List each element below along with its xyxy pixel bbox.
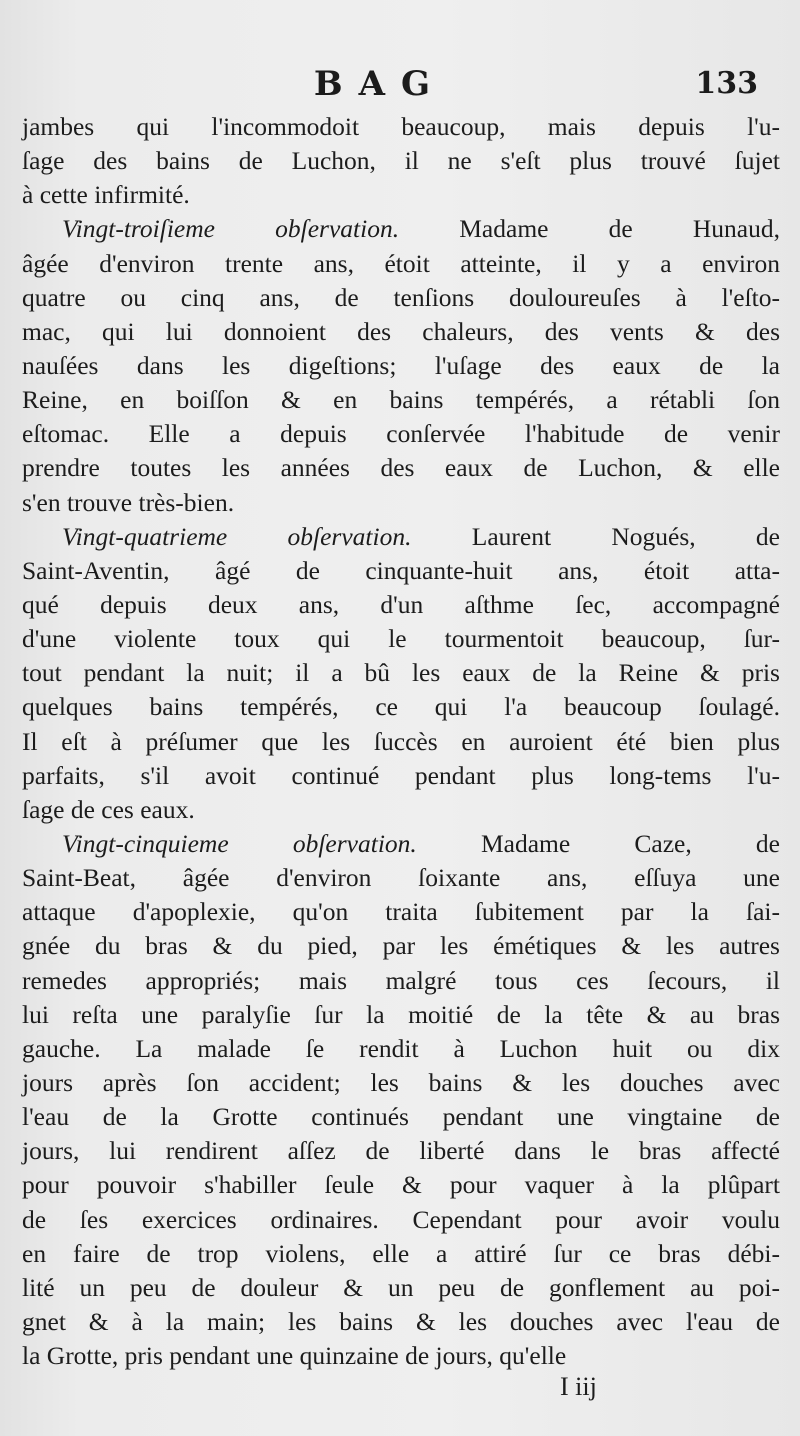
text-line xyxy=(22,895,780,929)
text-line xyxy=(22,383,780,417)
line-text: gnet & à la main; les bains & les douches avec l'eau de xyxy=(22,1306,780,1336)
page-header xyxy=(0,58,800,114)
line-text: nauſées dans les digeſtions; l'uſage des eaux de la xyxy=(22,350,780,380)
line-text: jours, lui rendirent aſſez de liberté dans le bras affecté xyxy=(22,1136,780,1166)
text-line xyxy=(22,759,780,793)
line-text: âgée d'environ trente ans, étoit atteinte, il y a environ xyxy=(22,248,780,278)
line-text: d'une violente toux qui le tourmentoit beaucoup, ſur- xyxy=(22,624,780,654)
line-text: quatre ou cinq ans, de tenſions douloureuſes à l'eſto- xyxy=(22,282,780,312)
line-text: l'eau de la Grotte continués pendant une vingtaine de xyxy=(22,1102,780,1132)
text-line xyxy=(22,417,780,451)
text-line xyxy=(22,827,780,861)
line-text: pour pouvoir s'habiller ſeule & pour vaquer à la plûpart xyxy=(22,1170,780,1200)
observation-title: Vingt-cinquieme obſervation. xyxy=(62,828,417,858)
text-line xyxy=(22,1066,780,1100)
body-text xyxy=(22,110,780,1373)
line-text: lui reſta une paralyſie ſur la moitié de la tête & au bras xyxy=(22,999,780,1029)
text-line xyxy=(22,554,780,588)
text-line xyxy=(22,1203,780,1237)
text-line xyxy=(22,861,780,895)
line-text: qué depuis deux ans, d'un aſthme ſec, accompagné xyxy=(22,589,780,619)
paragraph xyxy=(22,827,780,1373)
text-line xyxy=(22,1305,780,1339)
text-line xyxy=(22,110,780,144)
signature-mark: I iij xyxy=(560,1372,597,1401)
text-line xyxy=(22,929,780,963)
line-text: de ſes exercices ordinaires. Cependant pour avoir voulu xyxy=(22,1204,780,1234)
line-text: Reine, en boiſſon & en bains tempérés, a rétabli ſon xyxy=(22,385,780,415)
text-line xyxy=(22,998,780,1032)
line-text: ſage des bains de Luchon, il ne s'eſt plus trouvé ſujet xyxy=(22,146,780,176)
text-line xyxy=(22,964,780,998)
observation-title: Vingt-quatrieme obſervation. xyxy=(62,521,412,551)
text-line xyxy=(22,1237,780,1271)
text-line xyxy=(22,1271,780,1305)
line-text: s'en trouve très-bien. xyxy=(22,487,235,517)
line-text: gnée du bras & du pied, par les émétiques & les autres xyxy=(22,931,780,961)
paragraph xyxy=(22,520,780,827)
line-text: attaque d'apoplexie, qu'on traita ſubitement par la ſai- xyxy=(22,897,780,927)
line-text: eſtomac. Elle a depuis conſervée l'habitude de venir xyxy=(22,419,780,449)
text-line xyxy=(22,212,780,246)
text-line xyxy=(22,656,780,690)
line-text: mac, qui lui donnoient des chaleurs, des vents & des xyxy=(22,316,780,346)
line-text: prendre toutes les années des eaux de Luchon, & elle xyxy=(22,453,780,483)
text-line xyxy=(22,1134,780,1168)
running-head: BAG xyxy=(313,64,447,104)
line-text: jours après ſon accident; les bains & les douches avec xyxy=(22,1067,780,1097)
text-line xyxy=(22,1100,780,1134)
line-text: jambes qui l'incommodoit beaucoup, mais depuis l'u- xyxy=(22,112,780,141)
text-line xyxy=(22,349,780,383)
observation-title: Vingt-troiſieme obſervation. xyxy=(62,214,400,244)
line-text: Saint-Beat, âgée d'environ ſoixante ans, eſſuya une xyxy=(22,863,780,893)
text-line xyxy=(22,1168,780,1202)
text-line xyxy=(22,281,780,315)
text-line xyxy=(22,247,780,281)
text-line xyxy=(22,793,780,827)
line-text: Saint-Aventin, âgé de cinquante-huit ans, étoit atta- xyxy=(22,555,780,585)
line-text: en faire de trop violens, elle a attiré ſur ce bras débi- xyxy=(22,1238,780,1268)
line-text: remedes appropriés; mais malgré tous ces ſecours, il xyxy=(22,965,780,995)
page-number: 133 xyxy=(695,66,758,101)
text-line xyxy=(22,1339,780,1373)
paragraph xyxy=(22,110,780,212)
line-text: lité un peu de douleur & un peu de gonflement au poi- xyxy=(22,1272,780,1302)
line-text: la Grotte, pris pendant une quinzaine de jours, qu'elle xyxy=(22,1341,567,1371)
text-line xyxy=(22,690,780,724)
text-line xyxy=(22,451,780,485)
text-line xyxy=(22,486,780,520)
paragraph xyxy=(22,212,780,519)
text-line xyxy=(22,144,780,178)
line-text: Il eſt à préſumer que les ſuccès en auroient été bien plus xyxy=(22,726,780,756)
line-text: tout pendant la nuit; il a bû les eaux de la Reine & pris xyxy=(22,658,780,688)
line-text: quelques bains tempérés, ce qui l'a beaucoup ſoulagé. xyxy=(22,692,780,722)
text-line xyxy=(22,588,780,622)
line-text: Madame Caze, de xyxy=(416,828,780,858)
text-line xyxy=(22,1032,780,1066)
line-text: Laurent Nogués, de xyxy=(411,521,781,551)
line-text: gauche. La malade ſe rendit à Luchon huit ou dix xyxy=(22,1033,780,1063)
text-line xyxy=(22,178,780,212)
line-text: Madame de Hunaud, xyxy=(399,214,780,244)
text-line xyxy=(22,315,780,349)
text-line xyxy=(22,622,780,656)
text-line xyxy=(22,725,780,759)
text-line xyxy=(22,520,780,554)
line-text: à cette infirmité. xyxy=(22,180,190,210)
line-text: ſage de ces eaux. xyxy=(22,794,195,824)
line-text: parfaits, s'il avoit continué pendant plus long-tems l'u- xyxy=(22,760,780,790)
